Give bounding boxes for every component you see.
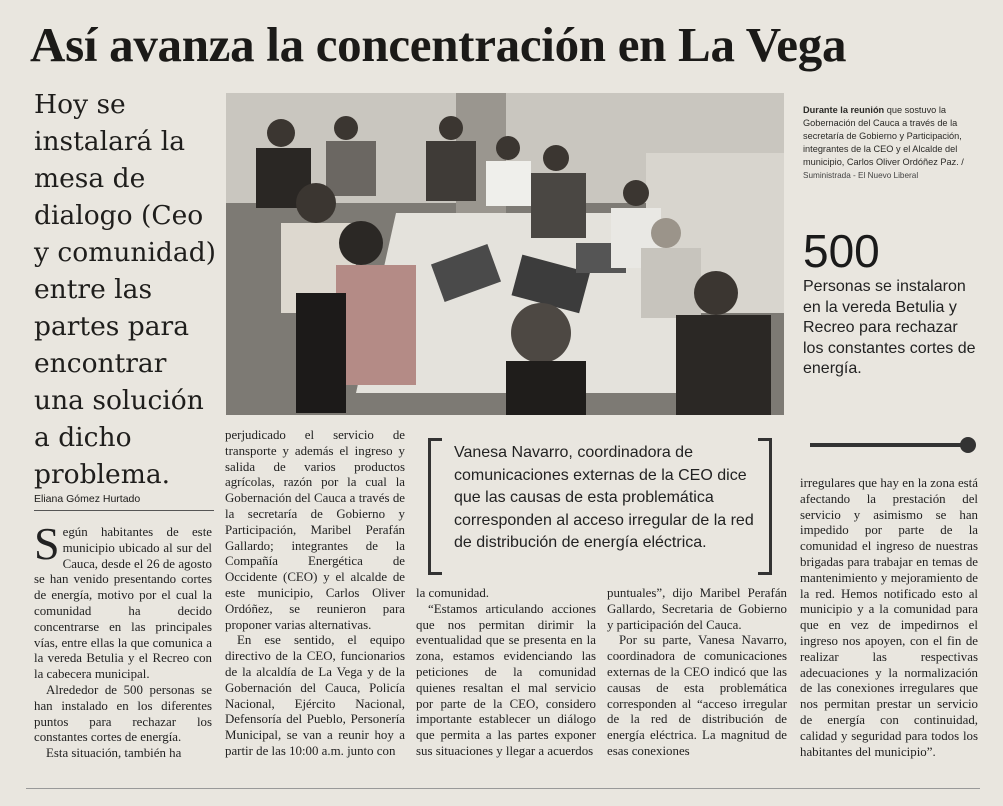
- pull-quote-left-bracket: [428, 438, 442, 575]
- article-column-1: [34, 518, 212, 762]
- meeting-photo: [226, 93, 784, 415]
- column-4-paragraph-2: Por su parte, Vanesa Navarro, coordinadora de comunicaciones externas de la CEO indicó que las causas de esta problemática corresponden al “acceso irregular de la red de distribución de energía eléctrica. La magnitud de esas conexiones: [607, 633, 787, 758]
- column-5-paragraph-1: irregulares que hay en la zona está afectando la prestación del servicio y asimismo se han impedido por parte de la comunidad el ingreso de nuestras brigadas para trabajar en temas de mantenimiento y mejoramiento de la red. Hemos notificado esto al municipio y a la comunidad para que en vez de impedirnos el ingreso nos apoyen, con el fin de realizar las respectivas adecuaciones y la normalización de las conexiones irregulares que nos permitan prestar un servicio de energía con continuidad, calidad y seguridad para todos los habitantes del municipio”.: [800, 476, 978, 759]
- column-1-paragraph-1-text: egún habitantes de este municipio ubicado al sur del Cauca, desde el 26 de agosto se han venido presentando cortes de energía, motivo por el cual la comunidad ha decido concentrarse en las principales vías, entre ellas la que comunica a la vereda Betulia y el Recreo con la cabecera municipal.: [34, 525, 212, 682]
- pull-quote-text: Vanesa Navarro, coordinadora de comunicaciones externas de la CEO dice que las causas de esta problemática corresponden al acceso irregular de la red de distribución de energía eléctrica.: [454, 444, 754, 551]
- column-1-paragraph-1: [34, 518, 212, 683]
- deck-summary: Hoy se instalará la mesa de dialogo (Ceo y comunidad) entre las partes para encontrar una solución a dicho problema.: [34, 89, 216, 490]
- pull-quote: [428, 438, 772, 575]
- stat-rule: [810, 443, 962, 447]
- article-column-5: [800, 476, 978, 760]
- pull-quote-right-bracket: [758, 438, 772, 575]
- caption-body: que sostuvo la Gobernación del Cauca a través de la secretaría de Gobierno y Participación, integrantes de la CEO y el Alcalde del municipio, Carlos Oliver Ordóñez Paz. /: [803, 105, 964, 167]
- meeting-photo-illustration: [226, 93, 784, 415]
- column-2-paragraph-1: perjudicado el servicio de transporte y además el ingreso y salida de varios productos agrícolas, razón por la cual la Gobernación del Cauca a través de la secretaría de Gobierno y Participación, Maribel Perafán Gallardo; integrantes de la Compañía Energética de Occidente (CEO) y el alcalde de este municipio, Carlos Oliver Ordóñez, se reunieron para proponer varias alternativas.: [225, 428, 405, 632]
- stat-box: [803, 225, 981, 380]
- article-column-3: [416, 586, 596, 760]
- caption-credit: Suministrada - El Nuevo Liberal: [803, 171, 919, 180]
- byline: Eliana Gómez Hurtado: [34, 493, 141, 505]
- column-1-paragraph-2: Alrededor de 500 personas se han instalado en los diferentes puntos para rechazar los constantes cortes de energía.: [34, 682, 212, 745]
- stat-bullet-dot: [960, 437, 976, 453]
- caption-lead: Durante la reunión: [803, 105, 885, 115]
- column-2-paragraph-2: En ese sentido, el equipo directivo de la CEO, funcionarios de la alcaldía de La Vega y de la Gobernación del Cauca, Policía Nacional, Ejército Nacional, Defensoría del Pueblo, Personería Municipal, se van a reunir hoy a partir de las 10:00 a.m. junto con: [225, 633, 405, 758]
- article-column-4: [607, 586, 787, 760]
- drop-cap: S: [34, 518, 60, 569]
- column-4-paragraph-1: puntuales”, dijo Maribel Perafán Gallardo, Secretaria de Gobierno y participación del Cauca.: [607, 586, 787, 632]
- headline: Así avanza la concentración en La Vega: [30, 17, 847, 72]
- stat-number: 500: [803, 225, 880, 277]
- byline-rule: [34, 510, 214, 511]
- column-1-paragraph-3: Esta situación, también ha: [46, 746, 182, 761]
- stat-text: Personas se instalaron en la vereda Betulia y Recreo para rechazar los constantes cortes de energía.: [803, 278, 976, 377]
- bottom-rule: [26, 788, 980, 789]
- photo-caption: [803, 104, 971, 182]
- article-column-2: [225, 428, 405, 760]
- column-3-paragraph-2: “Estamos articulando acciones que nos permitan dirimir la eventualidad que se presenta en la zona, estamos evidenciando las peticiones de la comunidad quienes resaltan el mal servicio por parte de la CEO, considero importante establecer un diálogo que permita a las partes exponer sus situaciones y llegar a acuerdos: [416, 601, 596, 758]
- column-3-paragraph-1: la comunidad.: [416, 586, 490, 600]
